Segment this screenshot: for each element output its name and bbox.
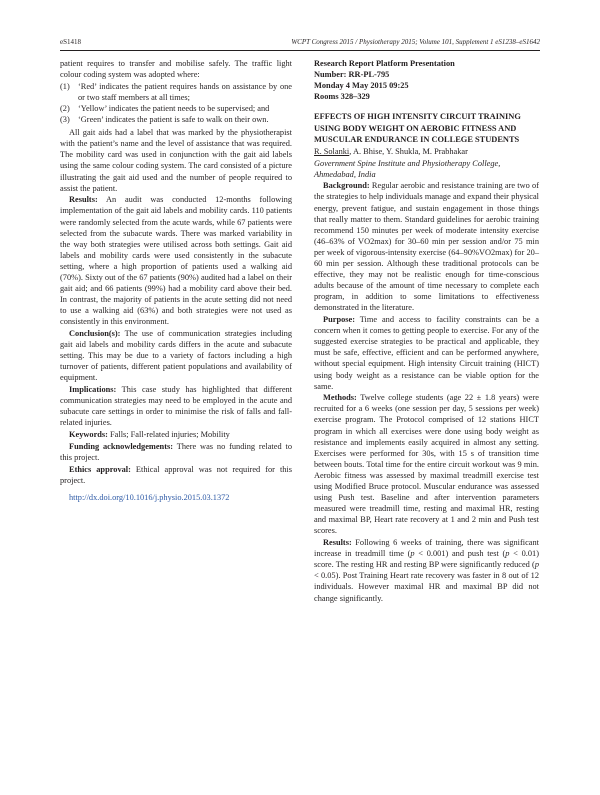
presentation-rooms: Rooms 328–329 [314, 92, 370, 102]
list-number: (1) [60, 81, 70, 91]
funding-text: There was no funding related to this project. [60, 441, 292, 462]
list-text: ‘Yellow’ indicates the patient needs to be supervised; and [78, 103, 270, 113]
conclusion-heading: Conclusion(s): [69, 329, 121, 339]
purpose-text: Time and access to facility constraints can be a concern when it comes to getting people to exercise. For any of the suggested exercise strategies to be practical and applicable, they must be safe, effective, efficient and can be performed anywhere, without special equipment. High intensity Circuit training (HICT) using body weight as a resistance can be viable option for the same. [314, 315, 539, 391]
ethics-text: Ethical approval was not required for this project. [60, 464, 292, 485]
conclusion-text: The use of communication strategies including gait aid labels and mobility cards differs in the acute and subacute setting. This may be due to a variety of factors including a high turnover of patients, different patient populations and availability of equipment. [60, 329, 293, 383]
affiliation: Government Spine Institute and Physiotherapy College, Ahmedabad, India [314, 158, 501, 179]
p-value-symbol: p [534, 560, 539, 570]
presentation-date: Monday 4 May 2015 09:25 [314, 81, 409, 91]
co-authors: , A. Bhise, Y. Shukla, M. Prabhakar [349, 146, 468, 156]
keywords-heading: Keywords: [69, 430, 108, 440]
author-list [314, 146, 539, 157]
results-text: An audit was conducted 12-months following implementation of the gait aid labels and mobility cards. 110 patients were randomly selected from the acute wards, while 67 patients were selected from the subacute wards. There was marked variability in the way both strategies were utilised across both settings. Gait aid labels and mobility cards were used consistently in the subacute setting, where a high proportion of patients used a walking aid (70%). Sixty out of the 67 patients (90%) audited had a label on their gait aid; and 66 patients (99%) had a mobility card above their bed. In contrast, the majority of patients in the acute setting did not need to use a walking aid (63%) and both strategies were not used as consistently in this environment. [60, 195, 292, 327]
traffic-light-list [60, 81, 292, 125]
abstract-title: EFFECTS OF HIGH INTENSITY CIRCUIT TRAINING USING BODY WEIGHT ON AEROBIC FITNESS AND MUSCULAR ENDURANCE IN COLLEGE STUDENTS [314, 112, 521, 144]
conclusion-paragraph [60, 328, 292, 383]
list-number: (3) [60, 115, 70, 125]
left-column [60, 58, 292, 503]
background-text: Regular aerobic and resistance training are two of the strategies to help individuals manage and expand their physical energy, prevent fatigue, and sustain engagement in those things that really matter to them. Standard guidelines for aerobic training recommend 150 minutes per week of moderate intensity exercise (46–63% of VO2max) for 30–60 min per session and/or 75 min per week of vigorous-intensity exercise (64–90%VO2max) for 20–60 min per session. Although these traditional protocols can be effective, they may not be realistic enough for time-conscious adults because of the amount of time necessary to complete each program, in addition to some limitations to effectiveness demonstrated in the literature. [314, 181, 540, 313]
methods-text: Twelve college students (age 22 ± 1.8 years) were recruited for a 6 weeks (one session per day, 5 sessions per week) exercise program. The Protocol comprised of 12 stations HICT program in which all exercises were done using body weight as resistance and implements easily acquired in almost any setting. Exercises were performed for 30s, with 15 s of transition time between bouts. Total time for the entire circuit workout was 9 min. Aerobic fitness was assessed by maximal treadmill exercise test using Modified Bruce protocol. Muscular endurance was assessed using Push test. Baseline and after intervention parameters measured were treadmill time, resting and maximal HR, resting and maximal BP, Heart rate recovery at 1 and 2 min and Push test scores. [314, 393, 539, 536]
purpose-heading: Purpose: [323, 315, 355, 325]
methods-paragraph [314, 392, 539, 536]
presenting-author: R. Solanki [314, 146, 350, 156]
keywords-paragraph [60, 429, 292, 440]
gait-aid-paragraph: All gait aids had a label that was marked by the physiotherapist with the patient’s name and the level of assistance that was required. The mobility card was used in conjunction with the gait aid labels using the same colour coding system. The card consisted of a picture illustrating the gait aid used and the number of people required to assist the patient. [60, 128, 292, 193]
results-text: < 0.05). Post Training Heart rate recovery was faster in 8 out of 12 individuals. However maximal HR and maximal BP did not change significantly. [314, 571, 539, 603]
results-text: Following 6 weeks of training, there was significant increase in treadmill time ( [314, 538, 539, 559]
list-text: ‘Green’ indicates the patient is safe to walk on their own. [78, 115, 269, 125]
header-rule [60, 50, 540, 51]
keywords-text: Falls; Fall-related injuries; Mobility [110, 430, 230, 440]
ethics-heading: Ethics approval: [69, 464, 131, 474]
implications-paragraph [60, 384, 292, 428]
page-number: eS1418 [60, 38, 81, 46]
list-text: ‘Red’ indicates the patient requires hands on assistance by one or two staff members at all times; [78, 81, 292, 102]
results-paragraph [314, 537, 539, 604]
background-heading: Background: [323, 181, 370, 191]
presentation-meta [314, 58, 539, 102]
background-paragraph [314, 180, 539, 313]
results-text: < 0.001) and push test ( [414, 549, 506, 559]
doi-link[interactable]: http://dx.doi.org/10.1016/j.physio.2015.03.1372 [69, 492, 230, 502]
list-number: (2) [60, 103, 70, 113]
methods-heading: Methods: [323, 393, 357, 403]
journal-citation: WCPT Congress 2015 / Physiotherapy 2015; Volume 101, Supplement 1 eS1238–eS1642 [291, 38, 540, 46]
implications-heading: Implications: [69, 385, 117, 395]
funding-paragraph [60, 441, 292, 463]
right-column [314, 58, 539, 604]
results-text: < 0.01) score. The resting HR and resting BP were significantly reduced ( [314, 549, 539, 570]
funding-heading: Funding acknowledgements: [69, 441, 174, 451]
purpose-paragraph [314, 314, 539, 392]
list-item [60, 103, 292, 114]
p-value-symbol: p [410, 549, 415, 559]
running-header [60, 38, 540, 46]
list-item [60, 81, 292, 103]
results-heading: Results: [323, 538, 352, 548]
implications-text: This case study has highlighted that different communication strategies may need to be employed in the acute and subacute care settings in order to minimise the risk of falls and fall-related injuries. [60, 385, 293, 428]
ethics-paragraph [60, 464, 292, 486]
presentation-type: Research Report Platform Presentation [314, 59, 455, 68]
presentation-number: Number: RR-PL-795 [314, 70, 390, 80]
results-paragraph [60, 194, 292, 327]
p-value-symbol: p [505, 549, 510, 559]
intro-paragraph: patient requires to transfer and mobilise safely. The traffic light colour coding system was adopted where: [60, 59, 292, 80]
list-item [60, 114, 292, 125]
results-heading: Results: [69, 195, 98, 205]
